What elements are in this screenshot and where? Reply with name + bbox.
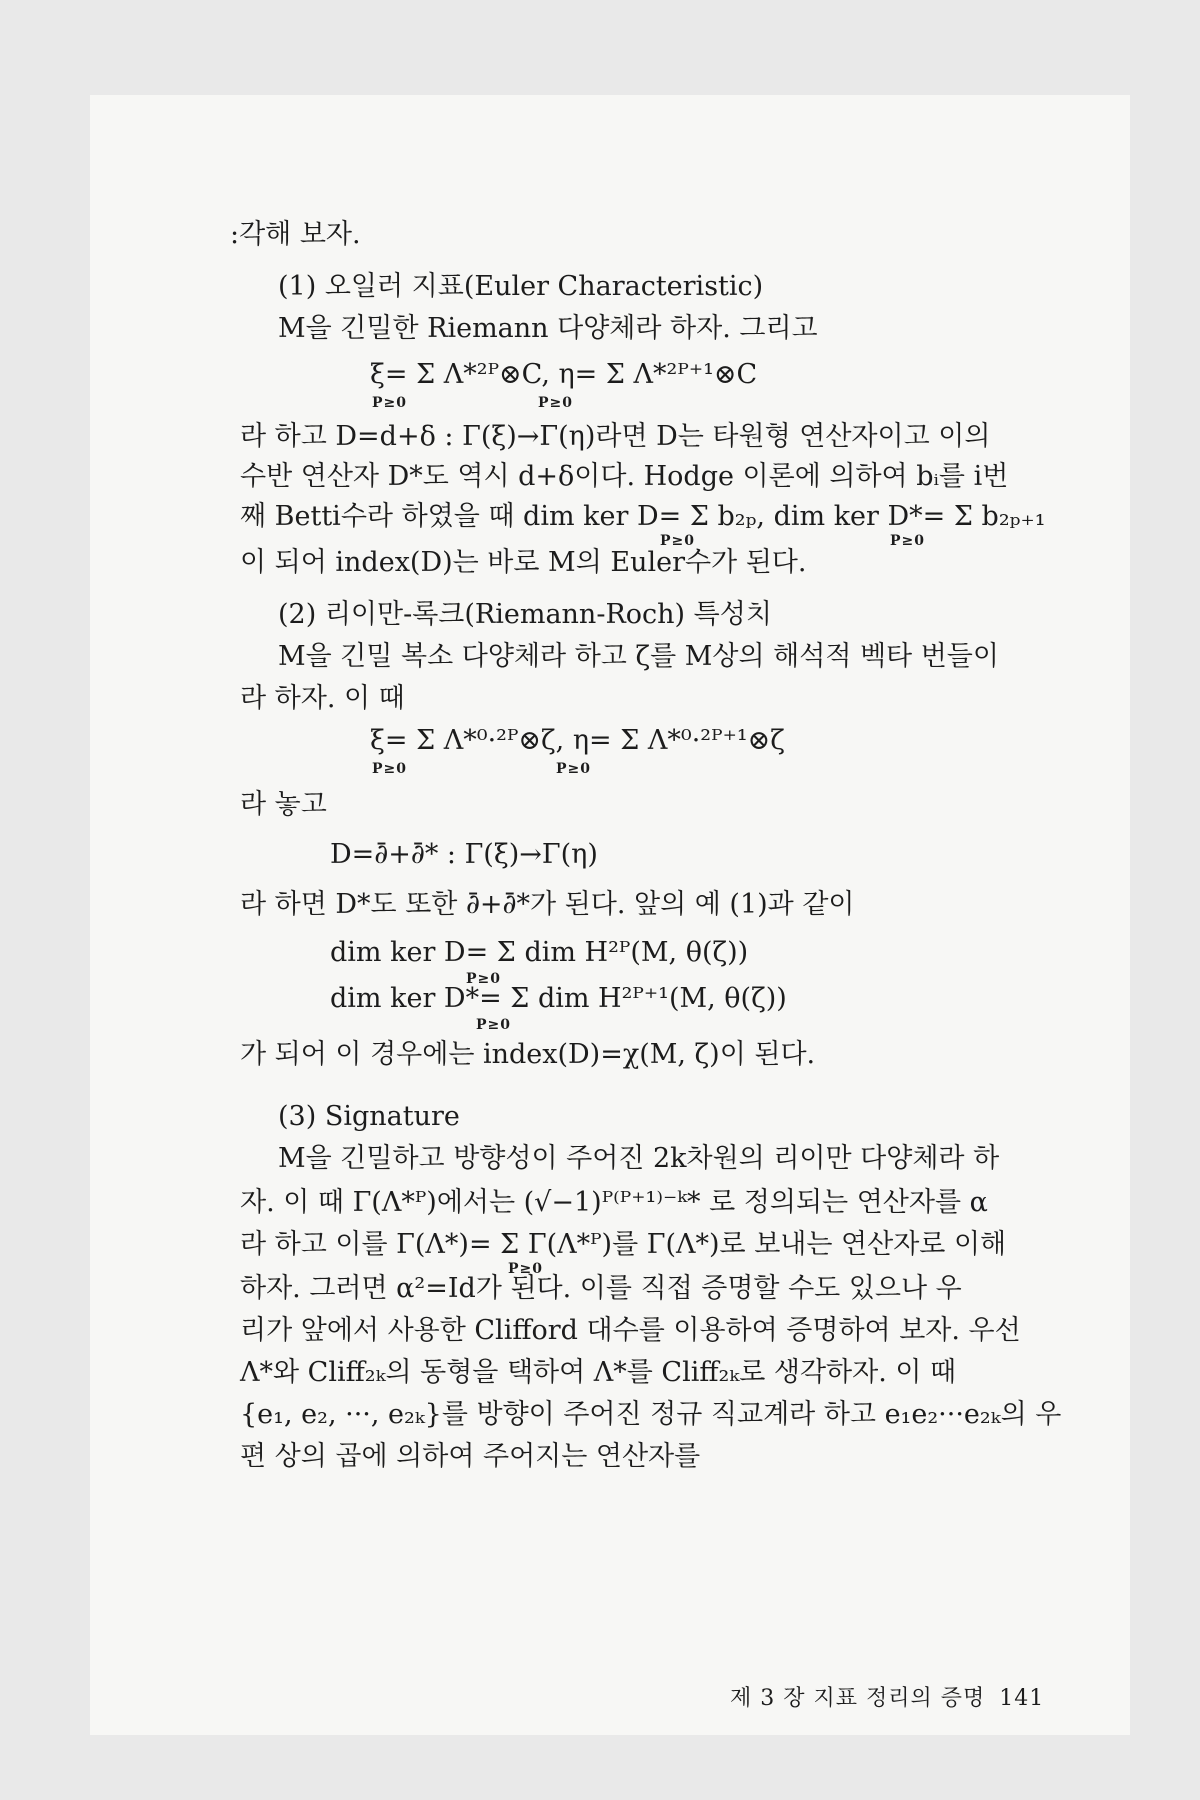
text-line-1: :각해 보자. bbox=[230, 219, 361, 250]
page-number: 141 bbox=[999, 1686, 1045, 1711]
text-line-15: 라 하면 D*도 또한 ∂̄+∂̄*가 된다. 앞의 예 (1)과 같이 bbox=[240, 889, 855, 920]
heading-euler: (1) 오일러 지표(Euler Characteristic) bbox=[278, 271, 764, 302]
sum-index: P≥0 bbox=[556, 761, 591, 777]
text-line-25: Λ*와 Cliff₂ₖ의 동형을 택하여 Λ*를 Cliff₂ₖ로 생각하자. 이 때 bbox=[240, 1357, 957, 1388]
text-line-10: M을 긴밀 복소 다양체라 하고 ζ를 M상의 해석적 벡타 번들이 bbox=[278, 641, 999, 672]
sum-index: P≥0 bbox=[660, 533, 695, 549]
text-line-18: 가 되어 이 경우에는 index(D)=χ(M, ζ)이 된다. bbox=[240, 1039, 816, 1070]
text-line-26: {e₁, e₂, ···, e₂ₖ}를 방향이 주어진 정규 직교계라 하고 e₁e₂···e₂ₖ의 우 bbox=[240, 1399, 1062, 1430]
text-line-5: 라 하고 D=d+δ : Γ(ξ)→Γ(η)라면 D는 타원형 연산자이고 이의 bbox=[240, 421, 991, 452]
heading-riemann-roch: (2) 리이만-록크(Riemann-Roch) 특성치 bbox=[278, 599, 772, 630]
sum-index: P≥0 bbox=[372, 761, 407, 777]
text-line-3: M을 긴밀한 Riemann 다양체라 하자. 그리고 bbox=[278, 313, 818, 344]
text-line-24: 리가 앞에서 사용한 Clifford 대수를 이용하여 증명하여 보자. 우선 bbox=[240, 1315, 1021, 1346]
formula-rr-bundles: ξ= Σ Λ*⁰·²ᴾ⊗ζ, η= Σ Λ*⁰·²ᴾ⁺¹⊗ζ bbox=[370, 725, 785, 756]
text-line-27: 편 상의 곱에 의하여 주어지는 연산자를 bbox=[240, 1441, 701, 1472]
sum-index: P≥0 bbox=[890, 533, 925, 549]
text-line-11: 라 하자. 이 때 bbox=[240, 683, 405, 714]
sum-index: P≥0 bbox=[372, 395, 407, 411]
sum-index: P≥0 bbox=[538, 395, 573, 411]
chapter-title: 제 3 장 지표 정리의 증명 bbox=[730, 1686, 986, 1711]
heading-signature: (3) Signature bbox=[278, 1101, 460, 1132]
text-line-23: 하자. 그러면 α²=Id가 된다. 이를 직접 증명할 수도 있으나 우 bbox=[240, 1273, 962, 1304]
formula-dim-ker-d: dim ker D= Σ dim H²ᴾ(M, θ(ζ)) bbox=[330, 937, 749, 968]
text-line-21: 자. 이 때 Γ(Λ*ᴾ)에서는 (√−1)ᴾ⁽ᴾ⁺¹⁾⁻ᵏ* 로 정의되는 연산자를 α bbox=[240, 1187, 988, 1218]
sum-index: P≥0 bbox=[466, 971, 501, 987]
text-line-8: 이 되어 index(D)는 바로 M의 Euler수가 된다. bbox=[240, 547, 807, 578]
formula-euler-bundles: ξ= Σ Λ*²ᴾ⊗C, η= Σ Λ*²ᴾ⁺¹⊗C bbox=[370, 359, 758, 390]
page-footer bbox=[730, 1681, 1044, 1712]
formula-dim-ker-dstar: dim ker D*= Σ dim H²ᴾ⁺¹(M, θ(ζ)) bbox=[330, 983, 787, 1014]
sum-index: P≥0 bbox=[508, 1261, 543, 1277]
sum-index: P≥0 bbox=[476, 1017, 511, 1033]
page bbox=[90, 95, 1130, 1735]
text-line-22: 라 하고 이를 Γ(Λ*)= Σ Γ(Λ*ᴾ)를 Γ(Λ*)로 보내는 연산자로 이해 bbox=[240, 1229, 1007, 1260]
text-line-20: M을 긴밀하고 방향성이 주어진 2k차원의 리이만 다양체라 하 bbox=[278, 1143, 1000, 1174]
text-line-6: 수반 연산자 D*도 역시 d+δ이다. Hodge 이론에 의하여 bᵢ를 i번 bbox=[240, 461, 1009, 492]
formula-dolbeault: D=∂̄+∂̄* : Γ(ξ)→Γ(η) bbox=[330, 839, 598, 870]
text-line-7: 째 Betti수라 하였을 때 dim ker D= Σ b₂ₚ, dim ker D*= Σ b₂ₚ₊₁ bbox=[240, 501, 1046, 532]
text-line-13: 라 놓고 bbox=[240, 789, 327, 820]
